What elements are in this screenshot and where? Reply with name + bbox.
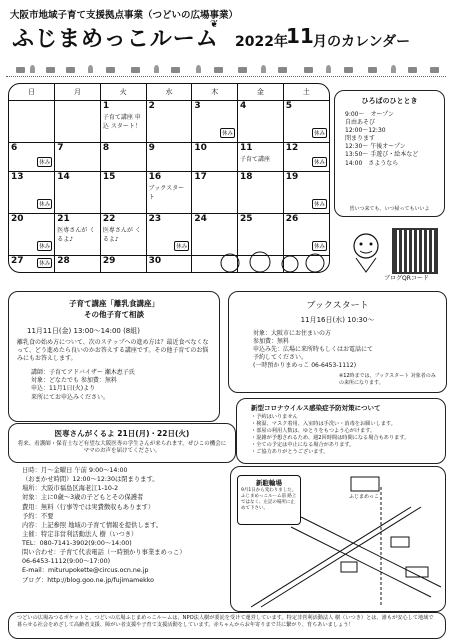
day-number: 30 — [148, 255, 162, 266]
day-number: 16 — [148, 172, 162, 183]
calendar-day-cell — [55, 255, 101, 272]
calendar-day-cell — [283, 142, 329, 172]
day-number: 12 — [285, 142, 299, 153]
calendar-day-cell — [100, 142, 146, 172]
info-line: ブログ：http://blog.goo.ne.jp/fujimamekko — [22, 576, 155, 584]
info-line: 場所：大阪市福島区海老江1-10-2 — [22, 485, 119, 493]
day-number: 10 — [194, 142, 207, 153]
day-number: 5 — [285, 101, 292, 111]
hiroba-line: 13:50〜 手遊び・絵本など — [345, 151, 419, 159]
weekday-wed: 水 — [146, 84, 192, 101]
day-event: 医専さんが くるよ♪ — [57, 226, 96, 243]
day-number: 9 — [148, 142, 155, 153]
map-callout-body: 9月1日から変わりました。ふじまめっこルーム前 路上ではなく、左記の場所に止めて下さい。 — [241, 488, 297, 511]
info-lines — [8, 464, 222, 585]
calendar-day-cell — [192, 101, 238, 143]
hiroba-schedule — [334, 90, 445, 217]
info-line: 内容：上記参照 地域の子育て情報を提供します。 — [22, 521, 163, 529]
info-line: （おまかせ時間）12:00〜12:30は閉まります。 — [22, 476, 159, 484]
covid-item: ・ご協力ありがとうございます。 — [251, 449, 329, 456]
day-number: 28 — [57, 255, 70, 266]
footer-text: つどいの広場みつるポケットと、つどいの広場ふじまめっこルームは、NPO法人樹が委託を受けて運営しています。特定非営利活動法人 樹（いつき）とは、誰もが安心して地域で暮らせる社会をめざして高齢者支援、障がい者支援や子育て支援活動をしています。赤ちゃんからお年寄りまで共に繋がり、育ちあいましょう！ — [17, 615, 434, 629]
bookstart-line: 対象：大阪市にお住まいの方 — [253, 330, 332, 337]
day-number: 6 — [11, 142, 18, 153]
bookstart-line: 申込み先：広場に来所時もしくはお電話にて — [253, 346, 374, 354]
calendar-day-cell — [146, 142, 192, 172]
calendar-day-cell — [100, 213, 146, 255]
info-line: 予約：不要 — [22, 512, 54, 520]
day-number: 17 — [194, 172, 207, 183]
calendar-day-cell — [100, 255, 146, 272]
calendar-day-cell — [283, 101, 329, 143]
map — [230, 466, 446, 612]
day-number: 4 — [240, 101, 247, 111]
day-number: 25 — [240, 213, 253, 224]
course-body: 離乳食の始め方について、次のステップへの進め方は？最近食べなくなって、どう進めたら良いのかお答えする講座です。その他子育てのお悩みにもお答えします。 — [17, 339, 209, 363]
calendar-day-cell — [238, 172, 284, 214]
calendar-day-cell — [192, 142, 238, 172]
calendar-day-cell — [9, 255, 55, 272]
weekday-tue: 火 — [100, 84, 146, 101]
closed-badge: 休み — [312, 241, 327, 251]
info-line: 日時：月〜金曜日 午前 9:00〜14:00 — [22, 467, 128, 474]
course-line: 来所にてお申込みください。 — [31, 393, 110, 401]
hiroba-line: 14:00 さようなら — [345, 159, 399, 167]
closed-badge: 休み — [37, 241, 52, 251]
title-month: 11 — [286, 24, 314, 48]
blog-qr-code[interactable] — [392, 228, 438, 274]
info-line: 対象：主に0歳〜3歳の子どもとその保護者 — [22, 494, 144, 502]
day-number: 22 — [102, 213, 116, 224]
calendar-day-cell — [100, 172, 146, 214]
calendar-day-cell — [9, 213, 55, 255]
info-line: E-mail：miturupokette@circus.ocn.ne.jp — [22, 567, 149, 575]
weekday-fri: 金 — [238, 84, 284, 101]
day-number: 7 — [57, 142, 64, 153]
bookstart-line: 予約してください。 — [253, 354, 308, 362]
closed-badge: 休み — [312, 199, 327, 209]
hiroba-footer: 皆いつ来ても、いつ帰ってもいいよ — [349, 206, 430, 212]
closed-badge: 休み — [37, 258, 52, 268]
calendar-day-cell — [9, 172, 55, 214]
covid-box — [236, 398, 446, 464]
bookstart-line: 参加費：無料 — [253, 338, 290, 346]
hiroba-line: 自由あそび — [345, 119, 376, 127]
info-line: 主催：特定非営利活動法人 樹（いつき） — [22, 530, 138, 538]
calendar-week-row — [9, 142, 329, 172]
header-subtitle: 大阪市地域子育て支援拠点事業（つどいの広場事業） — [10, 10, 239, 21]
day-number: 29 — [102, 255, 116, 266]
covid-item: ・部屋の利用人数は、ゆとりをもつよう心がけます。 — [251, 428, 376, 435]
hiroba-line: 9:00〜 オープン — [345, 111, 394, 118]
course-line: 申込：11月1日(火)より — [31, 385, 96, 393]
closed-badge: 休み — [312, 157, 327, 167]
day-number: 11 — [240, 142, 253, 153]
day-number: 8 — [102, 142, 110, 153]
info-line: 費用：無料（行事等では実費徴収もあります） — [22, 503, 155, 511]
course-box — [8, 291, 220, 422]
course-line: 講師：子育てアドバイザー 瀬木恵子氏 — [31, 369, 135, 377]
calendar-week-row — [9, 172, 329, 214]
calendar-day-cell — [55, 142, 101, 172]
bookstart-date: 11月16日(水) 10:30〜 — [300, 316, 375, 324]
info-line: TEL：080-7141-3902(9:00〜14:00) — [22, 540, 132, 547]
qr-label: ブログQRコード — [384, 275, 429, 282]
bookstart-box — [228, 291, 447, 393]
closed-badge: 休み — [220, 128, 235, 138]
header — [10, 5, 450, 65]
covid-title: 新型コロナウイルス感染症予防対策について — [251, 404, 381, 412]
course-subtitle: その他子育て相談 — [84, 310, 144, 319]
closed-badge: 休み — [174, 241, 189, 251]
map-callout — [237, 475, 301, 525]
hiroba-line: 12:00〜12:30 — [345, 127, 386, 135]
iryou-body: 将来、看護師・保育士など有望な大阪医専の学生さんが来られます。ぜひこの機会にママのお声を届けてください。 — [17, 441, 227, 455]
day-number: 24 — [194, 213, 207, 224]
course-line: 対象：どなたでも 参加費：無料 — [31, 377, 117, 385]
calendar — [8, 83, 330, 273]
day-number: 13 — [11, 172, 24, 183]
day-number: 15 — [102, 172, 116, 183]
calendar-weekday-row — [9, 84, 329, 101]
day-event: 医専さんが くるよ♪ — [102, 226, 141, 243]
calendar-day-cell — [100, 101, 146, 143]
day-number: 1 — [102, 101, 110, 111]
footer-box — [8, 612, 446, 639]
covid-item: ・混雑が予想されるため、週2回時間は時間になる場合もあります。 — [251, 435, 410, 442]
title-year: 2022年 — [235, 34, 288, 50]
covid-items — [237, 414, 445, 456]
hiroba-title: ひろばのひととき — [361, 97, 418, 105]
bookstart-note: ※12時までは、ブックスタート 対象者のみの来所になります。 — [339, 373, 436, 386]
closed-badge: 休み — [37, 199, 52, 209]
info-box — [8, 464, 222, 614]
calendar-day-cell — [283, 172, 329, 214]
bookstart-details — [229, 325, 446, 370]
calendar-week-row — [9, 101, 329, 143]
hiroba-line: 閉まります — [345, 135, 376, 143]
day-number: 20 — [11, 213, 24, 224]
bookstart-title: ブックスタート — [306, 301, 369, 311]
course-title: 子育て講座「離乳食講座」 — [69, 299, 159, 308]
day-number: 18 — [240, 172, 253, 183]
calendar-day-cell — [146, 255, 192, 272]
title-month-suffix: 月のカレンダー — [313, 34, 411, 50]
calendar-day-cell — [146, 172, 192, 214]
day-number: 23 — [148, 213, 162, 224]
covid-item: ・予約はいりません — [251, 414, 298, 420]
day-number: 14 — [57, 172, 70, 183]
day-number: 3 — [194, 101, 201, 111]
hiroba-lines — [335, 106, 444, 168]
calendar-day-cell — [238, 101, 284, 143]
covid-item: ・全ての予定は中止になる場合があります。 — [251, 442, 355, 449]
characters-illustration — [215, 248, 335, 278]
town-decoration — [6, 62, 446, 77]
calendar-day-cell — [9, 142, 55, 172]
calendar-day-cell — [238, 142, 284, 172]
leaf-icon: ❦ — [210, 19, 219, 30]
day-number: 21 — [57, 213, 70, 224]
map-callout-title: 新駐輪場 — [256, 479, 282, 487]
calendar-day-cell — [55, 172, 101, 214]
weekday-sat: 土 — [283, 84, 329, 101]
mascot-illustration — [346, 228, 386, 273]
day-event: 子育て講座 申込 スタート！ — [102, 114, 141, 130]
course-date: 11月11日(金) 13:00〜14:00 (8組) — [27, 327, 140, 335]
calendar-day-cell — [9, 101, 55, 143]
hiroba-line: 12:30〜 午後オープン — [345, 143, 406, 151]
iryou-title: 医専さんがくるよ 21日(月)・22日(火) — [54, 429, 190, 438]
closed-badge: 休み — [37, 157, 52, 167]
weekday-sun: 日 — [9, 84, 55, 101]
covid-item: ・検温、マスク着用、入室時は手洗い・消毒をお願いします。 — [251, 421, 396, 428]
map-station-label: ふじまめっこ — [349, 494, 379, 500]
iryou-box — [8, 423, 236, 463]
day-number: 26 — [285, 213, 299, 224]
course-details — [9, 363, 219, 401]
day-event: ブックスタート — [148, 185, 185, 202]
calendar-day-cell — [146, 101, 192, 143]
day-number: 2 — [148, 101, 155, 111]
weekday-mon: 月 — [55, 84, 101, 101]
calendar-day-cell — [55, 101, 101, 143]
bookstart-line: (一時預かりまめっこ 06-6453-1112) — [253, 362, 357, 370]
day-number: 27 — [11, 255, 24, 266]
calendar-day-cell — [55, 213, 101, 255]
closed-badge: 休み — [312, 128, 327, 138]
calendar-day-cell — [146, 213, 192, 255]
day-number: 19 — [285, 172, 299, 183]
calendar-day-cell — [192, 172, 238, 214]
page-title: ふじまめっこルーム — [12, 27, 219, 52]
day-event: 子育て講座 — [240, 155, 271, 163]
weekday-thu: 木 — [192, 84, 238, 101]
info-line: 問い合わせ：子育て代表電話（一時預かり事業まめっこ） — [22, 549, 186, 557]
info-line: 06-6453-1112(9:00〜17:00) — [22, 558, 111, 566]
